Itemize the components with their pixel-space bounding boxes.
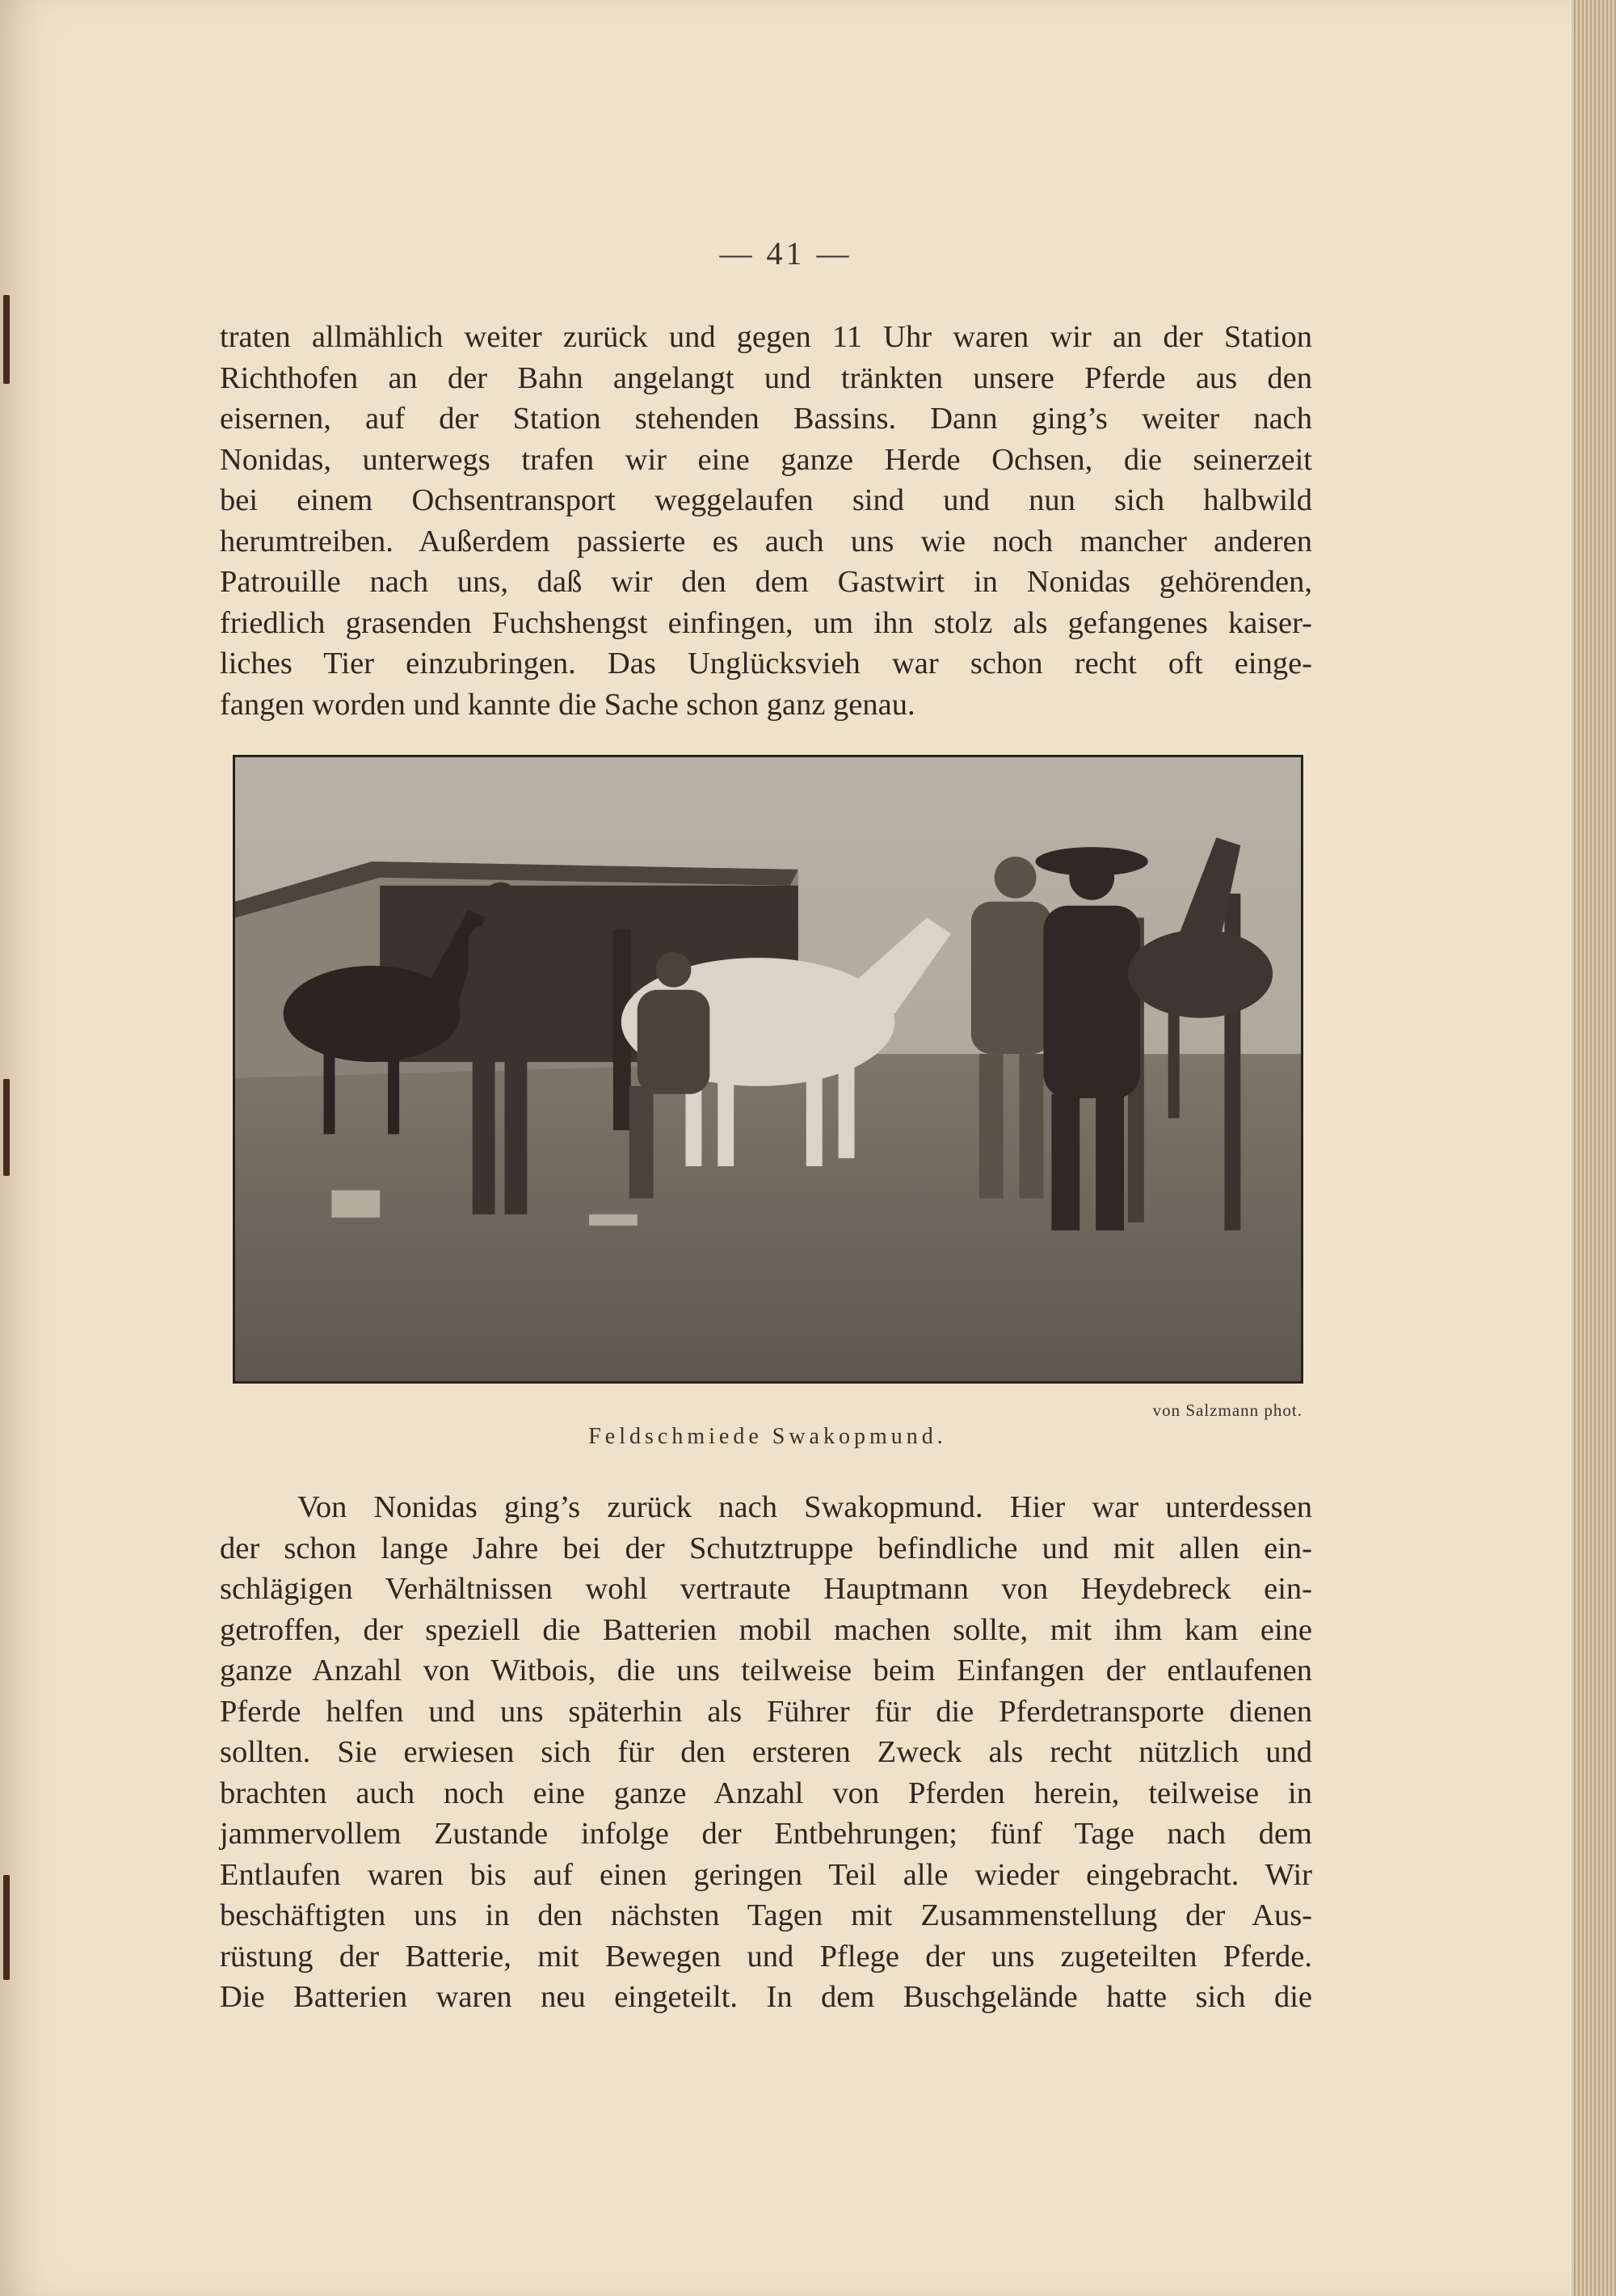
text-line: friedlich grasenden Fuchshengst einfingen, um ihn stolz als gefangenes kaiser- [220,605,1312,640]
text-line: Die Batterien waren neu eingeteilt. In dem Buschgelände hatte sich die [220,1980,1312,2014]
book-page-edges [1572,0,1616,2296]
text-line: beschäftigten uns in den nächsten Tagen mit Zusammenstellung der Aus- [220,1898,1312,1932]
text-line: Entlaufen waren bis auf einen geringen Teil alle wieder eingebracht. Wir [220,1857,1312,1892]
text-line: Patrouille nach uns, daß wir den dem Gastwirt in Nonidas gehörenden, [220,565,1312,599]
text-line: traten allmählich weiter zurück und gegen 11 Uhr waren wir an der Station [220,320,1312,354]
photo-credit: von Salzmann phot. [1152,1401,1302,1420]
text-line: bei einem Ochsentransport weggelaufen sind und nun sich halbwild [220,483,1312,517]
page-tab [3,295,10,384]
page-tab [3,1079,10,1176]
text-line: brachten auch noch eine ganze Anzahl von Pferden herein, teilweise in [220,1776,1312,1810]
text-line: Von Nonidas ging’s zurück nach Swakopmund. Hier war unterdessen [297,1490,1312,1524]
text-line: fangen worden und kannte die Sache schon ganz genau. [220,687,915,722]
paragraph-1 [220,317,1312,725]
page-number: — 41 — [719,235,852,272]
photograph-field-smithy [233,755,1303,1384]
text-line: eisernen, auf der Station stehenden Bassins. Dann ging’s weiter nach [220,402,1312,436]
text-line: sollten. Sie erwiesen sich für den ersteren Zweck als recht nützlich und [220,1735,1312,1769]
photo-caption: Feldschmiede Swakopmund. [588,1424,947,1449]
text-line: ganze Anzahl von Witbois, die uns teilweise beim Einfangen der entlaufenen [220,1654,1312,1687]
text-line: liches Tier einzubringen. Das Unglücksvieh war schon recht oft einge- [220,647,1312,680]
text-line: herumtreiben. Außerdem passierte es auch uns wie noch mancher anderen [220,524,1312,558]
text-line: der schon lange Jahre bei der Schutztruppe befindliche und mit allen ein- [220,1531,1312,1565]
paragraph-2 [220,1487,1312,2018]
text-line: Pferde helfen und uns späterhin als Führer für die Pferdetransporte dienen [220,1694,1312,1729]
text-line: schlägigen Verhältnissen wohl vertraute Hauptmann von Heydebreck ein- [220,1572,1312,1606]
text-line: Richthofen an der Bahn angelangt und tränkten unsere Pferde aus den [220,360,1312,395]
text-line: jammervollem Zustande infolge der Entbehrungen; fünf Tage nach dem [220,1817,1312,1851]
text-line: rüstung der Batterie, mit Bewegen und Pflege der uns zugeteilten Pferde. [220,1939,1312,1974]
text-line: getroffen, der speziell die Batterien mobil machen sollte, mit ihm kam eine [220,1612,1312,1647]
text-line: Nonidas, unterwegs trafen wir eine ganze Herde Ochsen, die seinerzeit [220,442,1312,477]
page-tab [3,1875,10,1980]
